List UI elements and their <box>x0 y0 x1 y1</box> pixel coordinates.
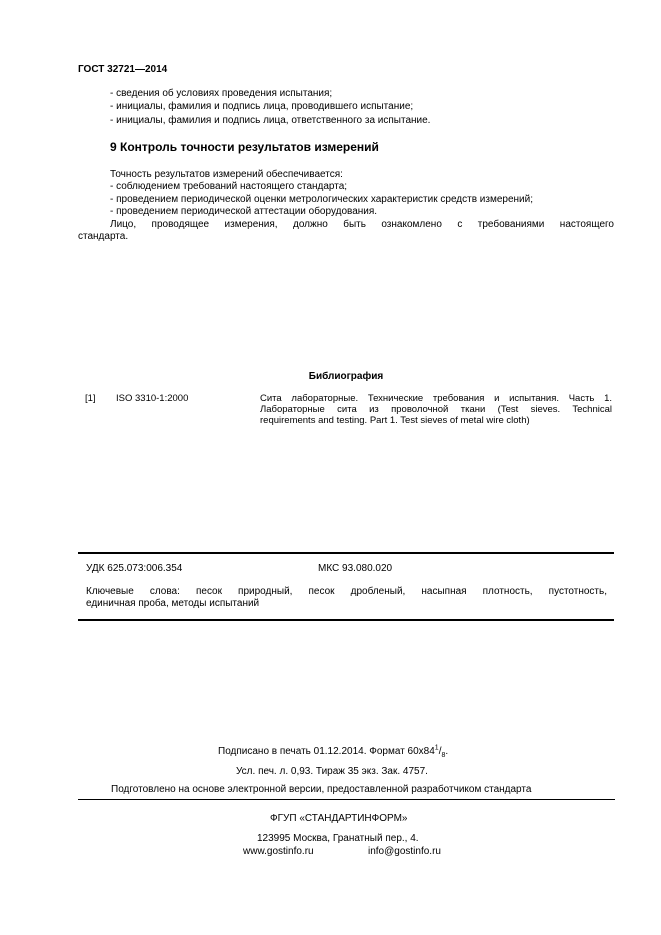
imprint-prepared: Подготовлено на основе электронной версии, предоставленной разработчиком стандарта <box>111 784 532 795</box>
section-list-item: - проведением периодической аттестации оборудования. <box>110 206 378 217</box>
udk-code: УДК 625.073:006.354 <box>86 563 183 574</box>
section-paragraph-line: Лицо, проводящее измерения, должно быть ознакомлено с требованиями настоящего <box>110 219 614 230</box>
publisher-email: info@gostinfo.ru <box>368 846 441 857</box>
publisher-website: www.gostinfo.ru <box>243 846 314 857</box>
imprint-print-info: Усл. печ. л. 0,93. Тираж 35 экз. Зак. 4757. <box>236 766 428 777</box>
page-header-standard-code: ГОСТ 32721—2014 <box>78 64 168 75</box>
publisher-name: ФГУП «СТАНДАРТИНФОРМ» <box>270 813 408 824</box>
protocol-item: - инициалы, фамилия и подпись лица, проводившего испытание; <box>110 101 414 112</box>
protocol-item: - сведения об условиях проведения испытания; <box>110 88 333 99</box>
classification-bottom-rule <box>78 619 614 621</box>
bibliography-entry-title-line: requirements and testing. Part 1. Test sieves of metal wire cloth) <box>260 415 530 426</box>
imprint-signed: Подписано в печать 01.12.2014. Формат $60x84^1/_8$. <box>218 744 449 759</box>
bibliography-entry-title-line: Лабораторные сита из проволочной ткани (Test sieves. Technical <box>260 404 612 415</box>
section-paragraph-line: стандарта. <box>78 231 129 242</box>
bibliography-title: Библиография <box>308 371 384 382</box>
section-intro: Точность результатов измерений обеспечивается: <box>110 169 343 180</box>
bibliography-entry-title-line: Сита лабораторные. Технические требования и испытания. Часть 1. <box>260 393 612 404</box>
imprint-rule <box>78 799 615 800</box>
bibliography-entry-code: ISO 3310-1:2000 <box>116 393 189 404</box>
classification-top-rule <box>78 552 614 554</box>
section-list-item: - соблюдением требований настоящего стандарта; <box>110 181 348 192</box>
section-list-item: - проведением периодической оценки метрологических характеристик средств измерений; <box>110 194 533 205</box>
mks-code: МКС 93.080.020 <box>318 563 393 574</box>
bibliography-entry-number: [1] <box>85 393 96 404</box>
keywords-line: единичная проба, методы испытаний <box>86 598 260 609</box>
protocol-item: - инициалы, фамилия и подпись лица, ответственного за испытание. <box>110 115 431 126</box>
publisher-address: 123995 Москва, Гранатный пер., 4. <box>257 833 419 844</box>
section-title: 9 Контроль точности результатов измерений <box>110 140 379 154</box>
keywords-line: Ключевые слова: песок природный, песок дробленый, насыпная плотность, пустотность, <box>86 586 607 597</box>
